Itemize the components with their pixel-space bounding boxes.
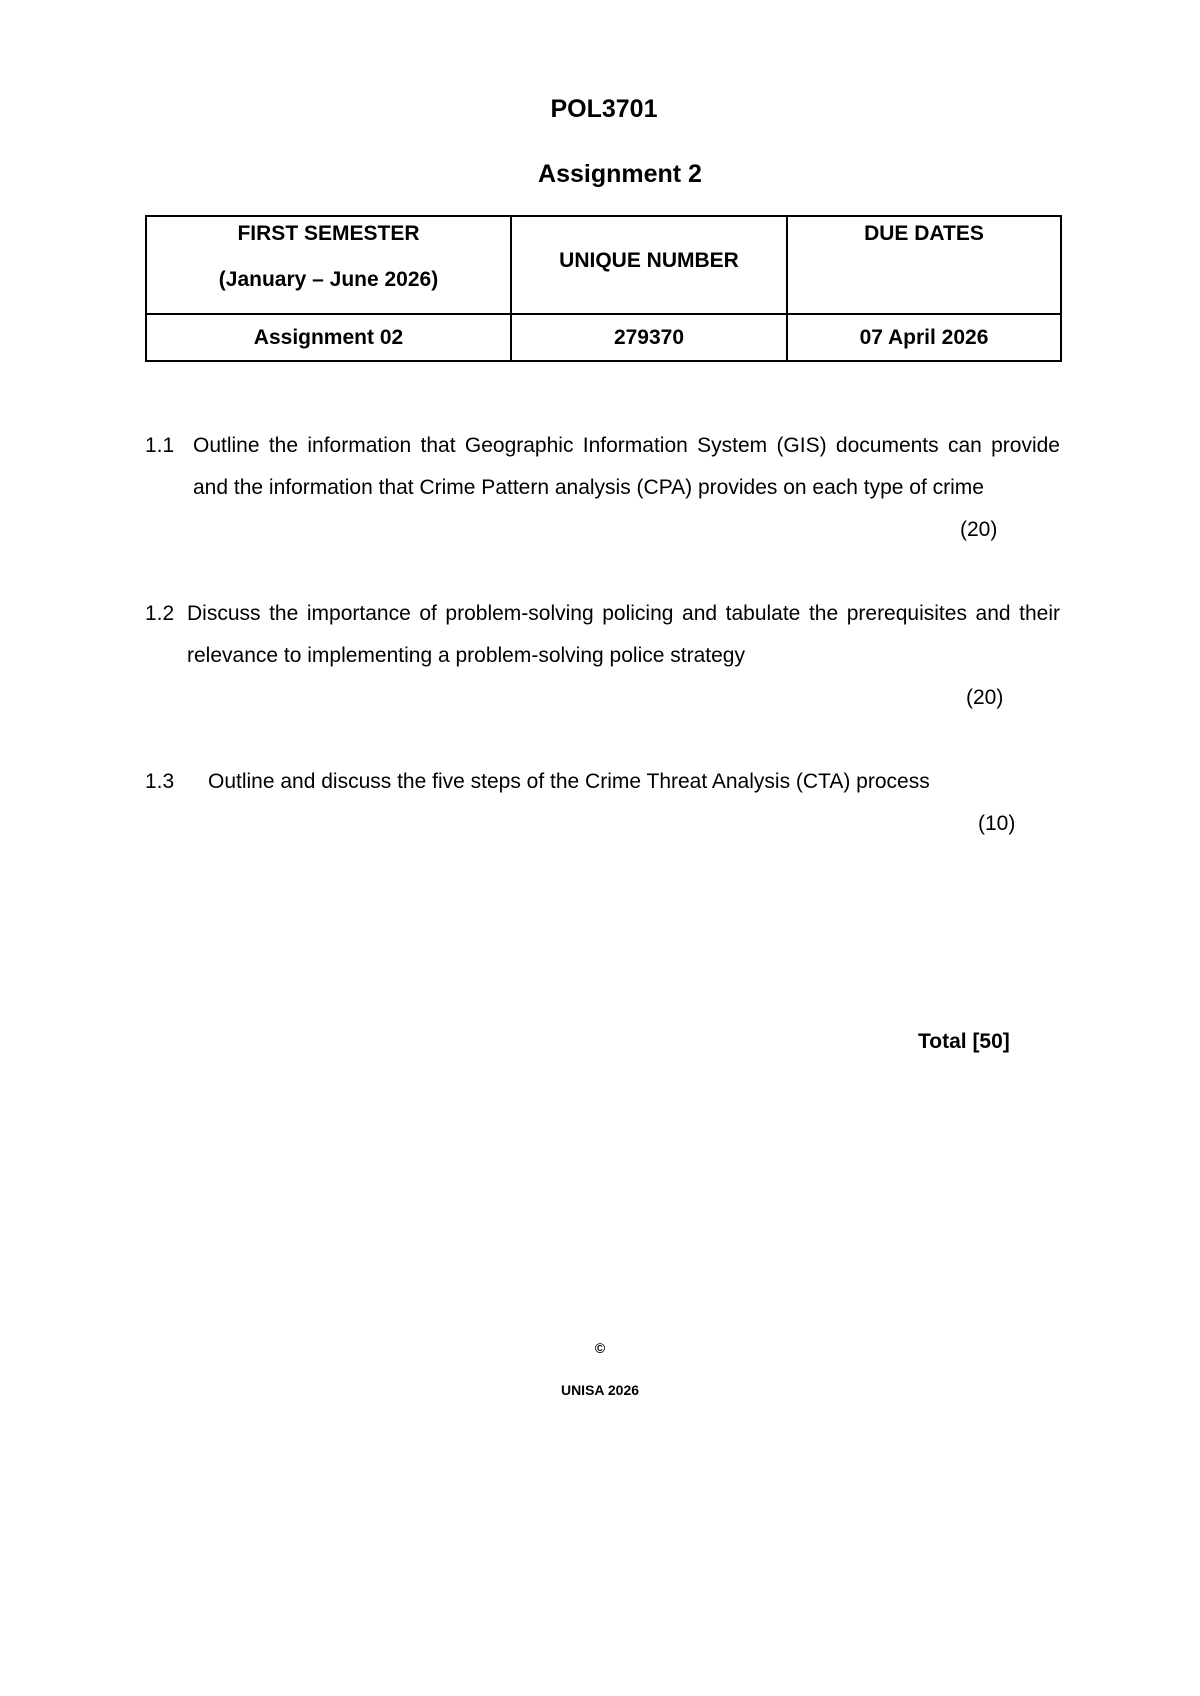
semester-header-line2: (January – June 2026) [218,268,439,291]
unique-number-header: UNIQUE NUMBER [559,249,739,272]
unique-number-header-cell [511,216,787,314]
assignment-info-table [145,215,1062,362]
total-marks: Total [50] [918,1030,1010,1053]
course-code: POL3701 [550,95,658,123]
due-date-cell: 07 April 2026 [787,314,1061,361]
semester-header-line1: FIRST SEMESTER [237,222,420,245]
due-dates-header: DUE DATES [864,222,984,245]
table-row [146,314,1061,361]
unique-number-cell: 279370 [511,314,787,361]
question-text: Outline and discuss the five steps of the Crime Threat Analysis (CTA) process [208,770,930,793]
question-number: 1.2 [145,602,175,625]
question-text: Discuss the importance of problem-solving policing and tabulate the prerequisites and their relevance to implementing a problem-solving police strategy [187,602,1060,667]
question-number: 1.1 [145,434,175,457]
question-marks: (10) [978,812,1016,835]
assignment-title: Assignment 2 [538,160,702,188]
question-number: 1.3 [145,770,175,793]
question-marks: (20) [960,518,998,541]
due-dates-header-cell [787,216,1061,314]
footer-institution: UNISA 2026 [560,1382,640,1398]
semester-header-cell [146,216,511,314]
assignment-cell: Assignment 02 [146,314,511,361]
question-marks: (20) [966,686,1004,709]
copyright-symbol: © [594,1340,606,1356]
table-header-row [146,216,1061,314]
question-text: Outline the information that Geographic Information System (GIS) documents can provide and the information that Crime Pattern analysis (CPA) provides on each type of crime [193,434,1060,499]
